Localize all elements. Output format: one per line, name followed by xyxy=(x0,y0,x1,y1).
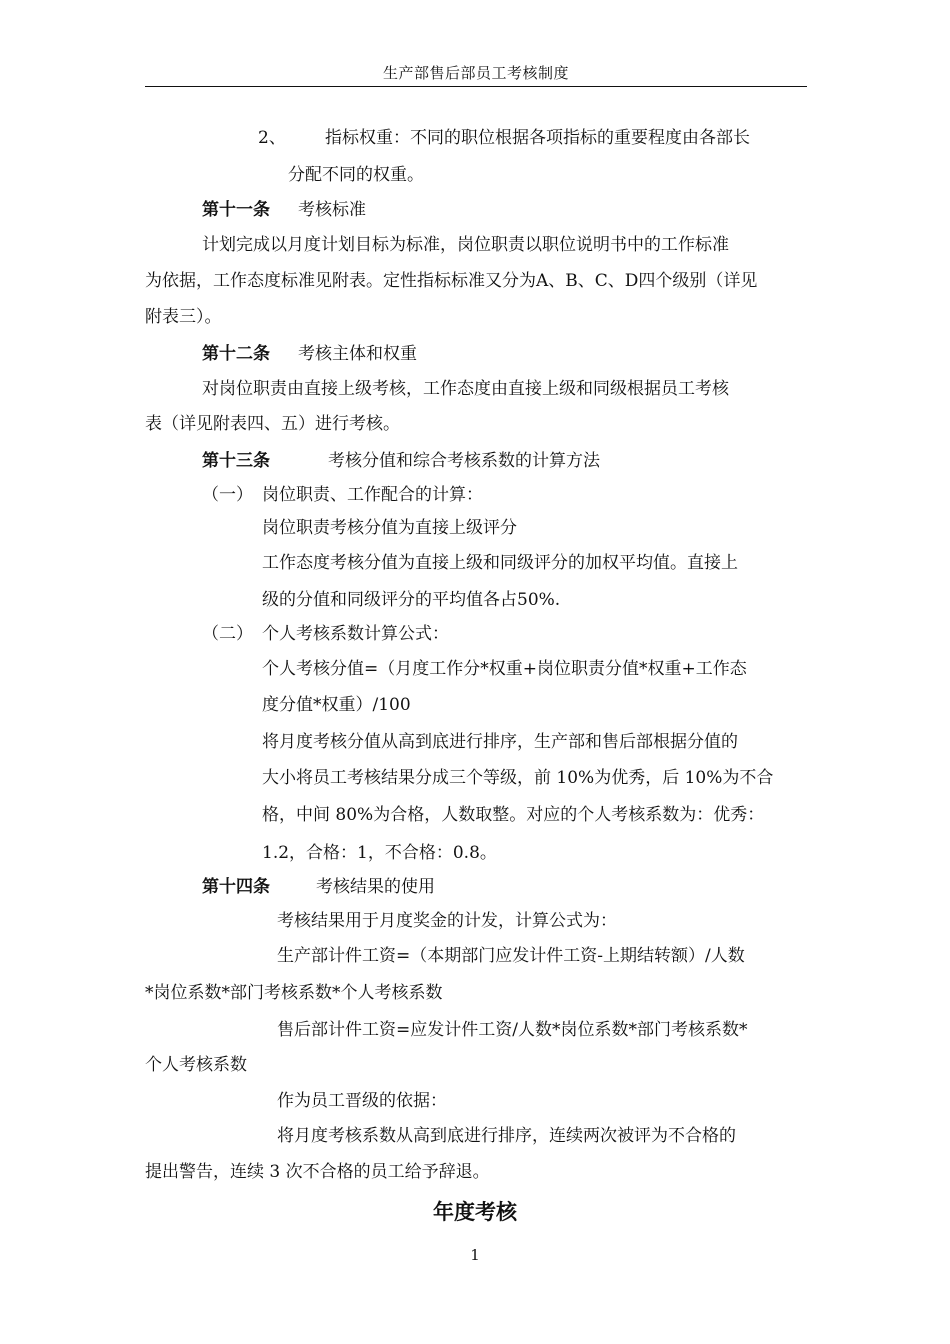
article-14-line: 将月度考核系数从高到底进行排序，连续两次被评为不合格的 xyxy=(277,1126,736,1146)
article-14-line: 个人考核系数 xyxy=(145,1055,247,1075)
article-14-line: *岗位系数*部门考核系数*个人考核系数 xyxy=(145,983,443,1003)
item2-number: 2、 xyxy=(258,128,286,148)
article-13-sub2-line: 个人考核分值=（月度工作分*权重+岗位职责分值*权重+工作态 xyxy=(262,659,747,679)
article-11-line: 为依据，工作态度标准见附表。定性指标标准又分为A、B、C、D四个级别（详见 xyxy=(145,271,758,291)
header-divider xyxy=(145,86,807,87)
page-header: 生产部售后部员工考核制度 xyxy=(382,64,569,82)
article-11-line: 附表三）。 xyxy=(145,307,222,327)
article-12-heading: 第十二条 xyxy=(202,344,270,364)
article-13-sub2-line: 将月度考核分值从高到底进行排序，生产部和售后部根据分值的 xyxy=(262,732,738,752)
article-14-line: 生产部计件工资=（本期部门应发计件工资-上期结转额）/人数 xyxy=(277,946,745,966)
article-12-title: 考核主体和权重 xyxy=(298,344,417,364)
article-13-sub1-line: 级的分值和同级评分的平均值各占50%. xyxy=(262,590,561,610)
article-13-sub2-line: 格，中间 80%为合格，人数取整。对应的个人考核系数为：优秀： xyxy=(262,805,765,825)
article-14-title: 考核结果的使用 xyxy=(316,877,435,897)
article-13-sub2-title: 个人考核系数计算公式： xyxy=(262,624,449,644)
article-13-title: 考核分值和综合考核系数的计算方法 xyxy=(328,451,600,471)
article-11-heading: 第十一条 xyxy=(202,200,270,220)
article-14-line: 作为员工晋级的依据： xyxy=(277,1091,447,1111)
article-13-sub2-line: 度分值*权重）/100 xyxy=(262,695,411,715)
article-13-sub2-line: 1.2，合格：1，不合格：0.8。 xyxy=(262,843,497,863)
item2-line: 分配不同的权重。 xyxy=(288,165,424,185)
article-13-sub2-line: 大小将员工考核结果分成三个等级，前 10%为优秀，后 10%为不合 xyxy=(262,768,774,788)
annual-review-title: 年度考核 xyxy=(433,1199,517,1224)
article-13-sub1-line: 工作态度考核分值为直接上级和同级评分的加权平均值。直接上 xyxy=(262,553,738,573)
article-12-line: 对岗位职责由直接上级考核，工作态度由直接上级和同级根据员工考核 xyxy=(202,379,729,399)
article-13-sub1-line: 岗位职责考核分值为直接上级评分 xyxy=(262,518,517,538)
article-14-line: 考核结果用于月度奖金的计发，计算公式为： xyxy=(277,911,617,931)
article-11-line: 计划完成以月度计划目标为标准，岗位职责以职位说明书中的工作标准 xyxy=(202,235,729,255)
article-13-sub2-number: （二） xyxy=(202,624,253,644)
article-14-heading: 第十四条 xyxy=(202,877,270,897)
article-11-title: 考核标准 xyxy=(298,200,366,220)
item2-line: 指标权重：不同的职位根据各项指标的重要程度由各部长 xyxy=(325,128,750,148)
article-13-sub1-number: （一） xyxy=(202,485,253,505)
article-14-line: 提出警告，连续 3 次不合格的员工给予辞退。 xyxy=(145,1162,490,1182)
article-13-heading: 第十三条 xyxy=(202,451,270,471)
article-12-line: 表（详见附表四、五）进行考核。 xyxy=(145,414,400,434)
article-13-sub1-title: 岗位职责、工作配合的计算： xyxy=(262,485,483,505)
page-number: 1 xyxy=(470,1246,480,1264)
article-14-line: 售后部计件工资=应发计件工资/人数*岗位系数*部门考核系数* xyxy=(277,1020,748,1040)
